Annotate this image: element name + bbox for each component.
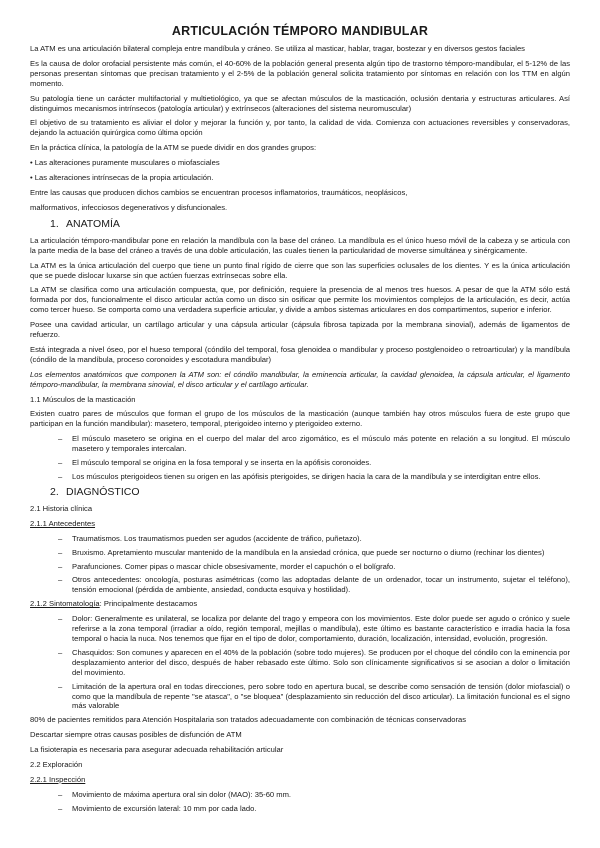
section-number: 1. [50, 217, 59, 230]
intro-paragraph: En la práctica clínica, la patología de la ATM se puede dividir en dos grandes grupos: [30, 143, 317, 153]
section-heading-diagnostico [50, 486, 570, 499]
muscles-intro: Existen cuatro pares de músculos que forman el grupo de los músculos de la masticación (aunque también hay otros músculos fuera de este grupo que participan en la función mandibular): masetero, temporal, pterigoideo interno y pterigoideo externo. [30, 409, 570, 429]
list-item: – El músculo masetero se origina en el cuerpo del malar del arco zigomático, es el músculo más potente en relación a su longitud. El músculo masetero y temporales intercalan. [30, 434, 570, 454]
anatomy-elements-paragraph: Los elementos anatómicos que componen la ATM son: el cóndilo mandibular, la eminencia articular, la cavidad glenoidea, la cápsula articular, el ligamento témporo-mandibular, la membrana sinovial, el disco articular y el cartílago articular. [30, 369, 570, 389]
section-title: DIAGNÓSTICO [66, 485, 140, 498]
section-number: 2. [50, 485, 59, 498]
muscles-list [30, 434, 570, 482]
sintomatologia-label: 2.1.2 Sintomatología [30, 599, 100, 609]
list-item: – Bruxismo. Apretamiento muscular mantenido de la mandíbula en la ansiedad crónica, que puede ser nocturno o diurno (rechinar los dientes) [30, 548, 570, 558]
list-item: – El músculo temporal se origina en la fosa temporal y se inserta en la apófisis coronoides. [30, 458, 570, 468]
list-item: – Dolor: Generalmente es unilateral, se localiza por delante del trago y empeora con los movimientos. Este dolor puede ser agudo o crónico y suele referirse a la zona temporal (irradiar a oído, región temporal, mejillas o mandíbula), este último es bastante característico e irradia hacia la fosa temporal o hacia la nuca. Nos tenemos que fijar en el tipo de dolor, comportamiento, duración, localización, intensidad, evolución, progresión. [30, 614, 570, 644]
sintomas-list [30, 614, 570, 711]
list-item: – Traumatismos. Los traumatismos pueden ser agudos (accidente de tráfico, puñetazo). [30, 534, 570, 544]
subsection-heading-exploracion: 2.2 Exploración [30, 760, 83, 770]
causes-line: Entre las causas que producen dichos cambios se encuentran procesos inflamatorios, traumáticos, neoplásicos, [30, 187, 408, 197]
list-item: – Chasquidos: Son comunes y aparecen en el 40% de la población (sobre todo mujeres). Se producen por el choque del cóndilo con la eminencia por desplazamiento anterior del disco, después de haber rebasado este último. Solo son clínicamente significativos si se asocian a dolor o limitación del movimiento. [30, 648, 570, 678]
list-item: – Movimiento de excursión lateral: 10 mm por cada lado. [30, 804, 570, 814]
subsection-heading-sintomatologia [30, 599, 570, 609]
section-title: ANATOMÍA [66, 217, 120, 230]
group-item: • Las alteraciones intrínsecas de la propia articulación. [30, 173, 214, 183]
section-heading-anatomia [50, 218, 570, 231]
anatomy-paragraph: La ATM es la única articulación del cuerpo que tiene un punto final rígido de cierre que son las superficies oclusales de los dientes. Y es la única articulación que se puede dislocar luxarse sin que actúen fuerzas extrínsecas sobre ella. [30, 260, 570, 280]
sintomatologia-rest: : Principalmente destacamos [99, 599, 198, 609]
subsection-heading-inspeccion: 2.2.1 Inspección [30, 774, 86, 784]
anatomy-paragraph: La articulación témporo-mandibular pone en relación la mandíbula con la base del cráneo. La mandíbula es el único hueso móvil de la cabeza y se articula con la parte media de la base del cráneo a través de una doble articulación, las cuales tienen la particularidad de moverse simultánea y sinérgicamente. [30, 235, 570, 255]
anatomy-paragraph: La ATM se clasifica como una articulación compuesta, que, por definición, requiere la presencia de al menos tres huesos. A pesar de que la ATM sólo está formada por dos, funcionalmente el disco articular actúa como un disco sin osificar que permite los movimientos complejos de la articulación, es decir, actúa como tercer hueso. Se comporta como una verdadera superficie articular, y divide a ambos sistemas articulares en dos compartimentos, superior e inferior. [30, 285, 570, 315]
list-item: – Parafunciones. Comer pipas o mascar chicle obsesivamente, morder el capuchón o el bolígrafo. [30, 562, 570, 572]
list-item: – Otros antecedentes: oncología, posturas asimétricas (como las adoptadas delante de un ordenador, tocar un instrumento, sujetar el teléfono), tensión emocional (pérdida de ambiente, ansiedad, conducta esquiva y hostilidad). [30, 575, 570, 595]
subsection-heading-musculos: 1.1 Músculos de la masticación [30, 394, 136, 404]
note-line: 80% de pacientes remitidos para Atención Hospitalaria son tratados adecuadamente con combinación de técnicas conservadoras [30, 715, 467, 725]
intro-paragraph: Su patología tiene un carácter multifactorial y multietiológico, ya que se afectan músculos de la masticación, oclusión dentaria y estructuras articulares. Así distinguimos mecanismos intrínsecos (patología articular) y extrínsecos (alteraciones del sistema neuromuscular) [30, 93, 570, 113]
list-item: – Movimiento de máxima apertura oral sin dolor (MAO): 35-60 mm. [30, 790, 570, 800]
subsection-heading-historia: 2.1 Historia clínica [30, 503, 93, 513]
document-title: ARTICULACIÓN TÉMPORO MANDIBULAR [171, 24, 429, 38]
anatomy-paragraph: Está integrada a nivel óseo, por el hueso temporal (cóndilo del temporal, fosa glenoidea o mandibular y proceso postglenoideo o retroarticular) y la mandíbula (cóndilo de la mandíbula, proceso coronoides y escotadura mandibular) [30, 344, 570, 364]
list-item: – Limitación de la apertura oral en todas direcciones, pero sobre todo en apertura bucal, se describe como sensación de tensión (dolor miofascial) o como que la mandíbula de repente "se atasca", o "se bloquea" (desplazamiento sin reducción del disco articular). La limitación funcional es el signo más valorable [30, 682, 570, 712]
intro-paragraph: El objetivo de su tratamiento es aliviar el dolor y mejorar la función y, por tanto, la calidad de vida. Comienza con actuaciones reversibles y conservadoras, dejando la actuación quirúrgica como última opción [30, 118, 570, 138]
list-item: – Los músculos pterigoideos tienen su origen en las apófisis pterigoides, se dirigen hacia la cara de la mandíbula y se interdigitan entre ellos. [30, 472, 570, 482]
intro-paragraph: Es la causa de dolor orofacial persistente más común, el 40-60% de la población general presenta algún tipo de trastorno témporo-mandibular, el 5-12% de las personas presentan síntomas que precisan tratamiento y el 2-5% de la población general solicita tratamiento por síntomas en relación con los TTM en algún momento. [30, 58, 570, 88]
note-line: La fisioterapia es necesaria para asegurar adecuada rehabilitación articular [30, 745, 284, 755]
note-line: Descartar siempre otras causas posibles de disfunción de ATM [30, 730, 242, 740]
antecedentes-list [30, 534, 570, 596]
subsection-heading-antecedentes: 2.1.1 Antecedentes [30, 518, 96, 528]
intro-paragraph: La ATM es una articulación bilateral compleja entre mandíbula y cráneo. Se utiliza al masticar, hablar, tragar, bostezar y en diversos gestos faciales [30, 44, 525, 53]
group-item: • Las alteraciones puramente musculares o miofasciales [30, 158, 220, 168]
anatomy-paragraph: Posee una cavidad articular, un cartílago articular y una cápsula articular (cápsula fibrosa tapizada por la membrana sinovial), además de ligamentos de refuerzo. [30, 320, 570, 340]
inspeccion-list [30, 790, 570, 814]
causes-line: malformativos, infecciosos degenerativos y disfuncionales. [30, 202, 228, 212]
